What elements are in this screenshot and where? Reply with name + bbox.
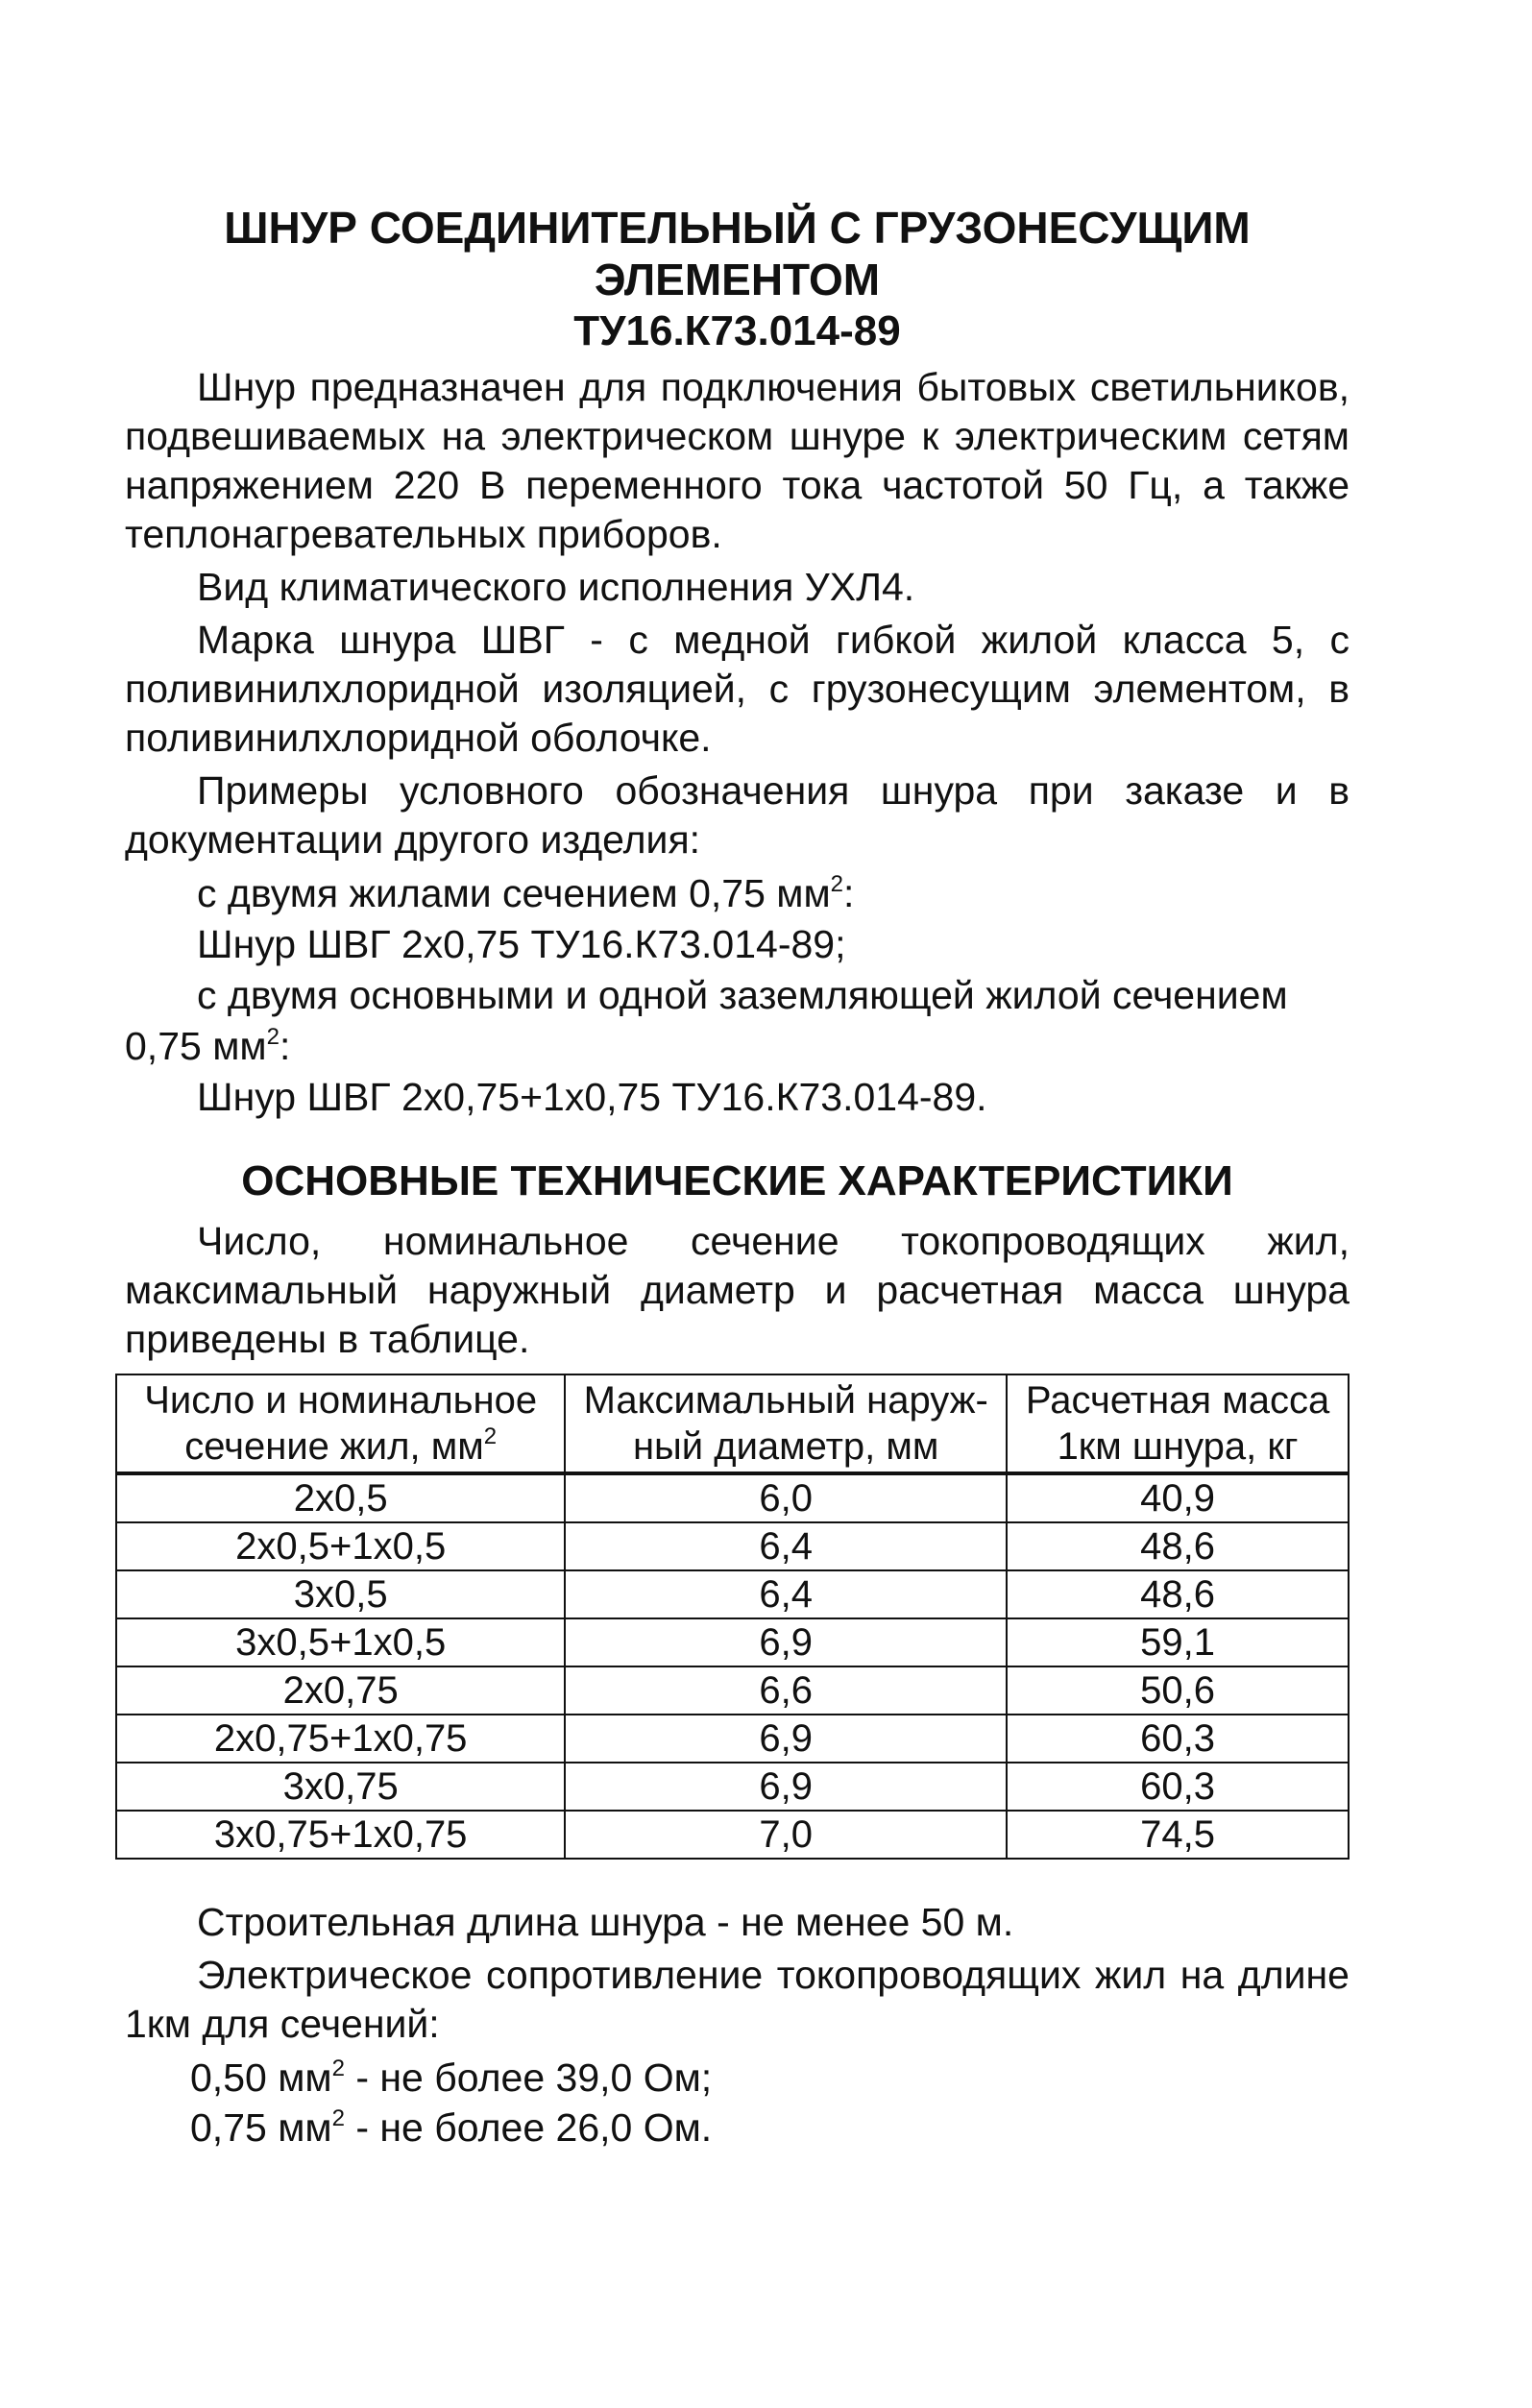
specs-title: ОСНОВНЫЕ ТЕХНИЧЕСКИЕ ХАРАКТЕРИСТИКИ bbox=[241, 1157, 1233, 1204]
cell-diameter: 6,6 bbox=[565, 1666, 1007, 1715]
document-title: ШНУР СОЕДИНИТЕЛЬНЫЙ С ГРУЗОНЕСУЩИМ ЭЛЕМЕНТОМ bbox=[224, 203, 1251, 304]
cell-mass: 48,6 bbox=[1007, 1570, 1349, 1618]
example2-value: Шнур ШВГ 2х0,75+1х0,75 ТУ16.К73.014-89. bbox=[197, 1075, 987, 1119]
example2-label-cont-text: 0,75 мм bbox=[125, 1024, 267, 1068]
resistance-050-suffix: - не более 39,0 Ом; bbox=[344, 2055, 713, 2100]
cell-mass: 60,3 bbox=[1007, 1763, 1349, 1811]
resistance-intro-paragraph: Электрическое сопротивление токопроводящих жил на длине 1км для сечений: bbox=[125, 1953, 1350, 2046]
resistance-line-050 bbox=[125, 2053, 1350, 2103]
document-code: ТУ16.К73.014-89 bbox=[573, 307, 901, 354]
resistance-075-superscript: 2 bbox=[331, 2105, 345, 2131]
table-row bbox=[116, 1763, 1349, 1811]
example1-label-tail: : bbox=[843, 871, 855, 915]
cell-diameter: 6,4 bbox=[565, 1522, 1007, 1570]
example2-label-tail: : bbox=[279, 1024, 291, 1068]
specs-table bbox=[115, 1374, 1350, 1860]
cell-mass: 74,5 bbox=[1007, 1811, 1349, 1859]
cell-diameter: 6,9 bbox=[565, 1763, 1007, 1811]
document-page bbox=[125, 202, 1350, 2153]
table-header-row bbox=[116, 1374, 1349, 1473]
header-diameter bbox=[565, 1374, 1007, 1473]
cell-diameter: 6,4 bbox=[565, 1570, 1007, 1618]
cell-mass: 50,6 bbox=[1007, 1666, 1349, 1715]
cell-section: 2х0,5 bbox=[116, 1473, 565, 1522]
example2-superscript: 2 bbox=[266, 1024, 280, 1050]
climate-paragraph: Вид климатического исполнения УХЛ4. bbox=[197, 565, 915, 609]
table-row bbox=[116, 1522, 1349, 1570]
footer-section bbox=[125, 1898, 1350, 2153]
cell-mass: 60,3 bbox=[1007, 1715, 1349, 1763]
cell-mass: 40,9 bbox=[1007, 1473, 1349, 1522]
purpose-paragraph: Шнур предназначен для подключения бытовых светильников, подвешиваемых на электрическом шнуре к электрическим сетям напряжением 220 В переменного тока частотой 50 Гц, а также теплонагревательных приборов. bbox=[125, 365, 1350, 556]
cell-section: 2х0,75 bbox=[116, 1666, 565, 1715]
cell-diameter: 6,9 bbox=[565, 1715, 1007, 1763]
table-row bbox=[116, 1570, 1349, 1618]
length-paragraph: Строительная длина шнура - не менее 50 м. bbox=[197, 1900, 1014, 1944]
example2-label-cont bbox=[125, 1021, 1350, 1072]
example1-value: Шнур ШВГ 2х0,75 ТУ16.К73.014-89; bbox=[197, 922, 846, 966]
resistance-line-075 bbox=[125, 2103, 1350, 2153]
cell-section: 3х0,75 bbox=[116, 1763, 565, 1811]
table-body bbox=[116, 1473, 1349, 1859]
cell-section: 2х0,5+1х0,5 bbox=[116, 1522, 565, 1570]
cell-diameter: 6,0 bbox=[565, 1473, 1007, 1522]
cell-mass: 48,6 bbox=[1007, 1522, 1349, 1570]
resistance-050-superscript: 2 bbox=[331, 2055, 345, 2081]
header-mass-line1: Расчетная масса bbox=[1025, 1379, 1330, 1422]
resistance-075-prefix: 0,75 мм bbox=[190, 2105, 332, 2150]
cell-section: 3х0,5+1х0,5 bbox=[116, 1618, 565, 1666]
resistance-075-suffix: - не более 26,0 Ом. bbox=[344, 2105, 713, 2150]
table-row bbox=[116, 1811, 1349, 1859]
header-section-line1: Число и номинальное bbox=[144, 1379, 538, 1422]
cell-diameter: 6,9 bbox=[565, 1618, 1007, 1666]
header-diameter-line2: ный диаметр, мм bbox=[632, 1425, 939, 1468]
table-row bbox=[116, 1473, 1349, 1522]
example1-label bbox=[125, 868, 1350, 919]
header-mass bbox=[1007, 1374, 1349, 1473]
table-row bbox=[116, 1715, 1349, 1763]
cell-section: 2х0,75+1х0,75 bbox=[116, 1715, 565, 1763]
cell-section: 3х0,75+1х0,75 bbox=[116, 1811, 565, 1859]
header-section-superscript: 2 bbox=[483, 1423, 498, 1449]
table-row bbox=[116, 1618, 1349, 1666]
example1-label-text: с двумя жилами сечением 0,75 мм bbox=[197, 871, 831, 915]
header-diameter-line1: Максимальный наруж- bbox=[583, 1379, 988, 1422]
cell-diameter: 7,0 bbox=[565, 1811, 1007, 1859]
table-row bbox=[116, 1666, 1349, 1715]
specs-intro-paragraph: Число, номинальное сечение токопроводящих жил, максимальный наружный диаметр и расчетная масса шнура приведены в таблице. bbox=[125, 1219, 1350, 1361]
cell-mass: 59,1 bbox=[1007, 1618, 1349, 1666]
example1-superscript: 2 bbox=[830, 871, 844, 897]
example2-label: с двумя основными и одной заземляющей жилой сечением bbox=[197, 973, 1288, 1017]
resistance-050-prefix: 0,50 мм bbox=[190, 2055, 332, 2100]
brand-paragraph: Марка шнура ШВГ - с медной гибкой жилой класса 5, с поливинилхлоридной изоляцией, с грузонесущим элементом, в поливинилхлоридной оболочке. bbox=[125, 618, 1350, 760]
examples-intro-paragraph: Примеры условного обозначения шнура при заказе и в документации другого изделия: bbox=[125, 768, 1350, 862]
header-mass-line2: 1км шнура, кг bbox=[1057, 1425, 1299, 1468]
header-section bbox=[116, 1374, 565, 1473]
header-section-line2: сечение жил, мм bbox=[184, 1425, 484, 1468]
cell-section: 3х0,5 bbox=[116, 1570, 565, 1618]
